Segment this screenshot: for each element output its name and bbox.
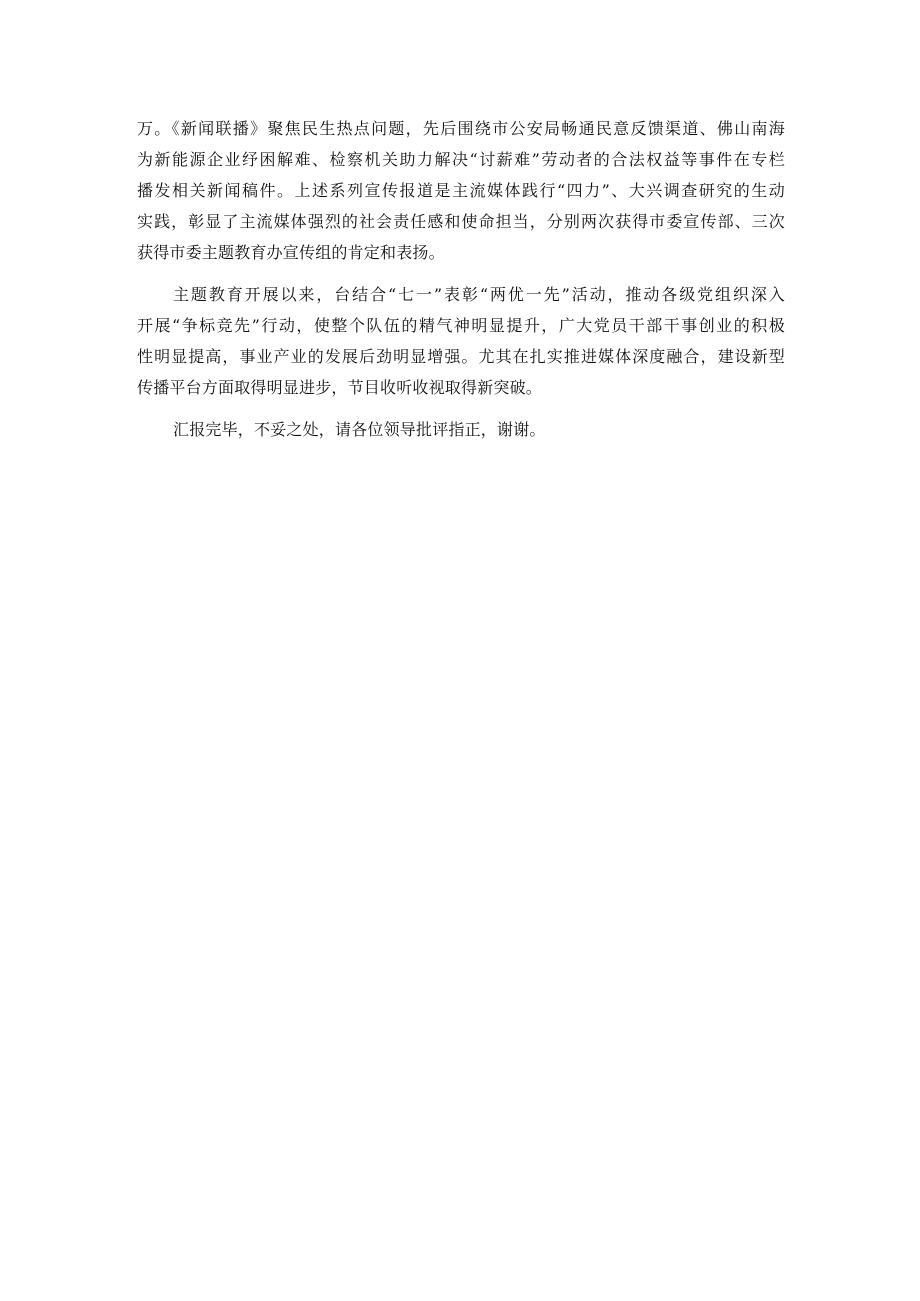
paragraph-line: 汇报完毕，不妥之处，请各位领导批评指正，谢谢。 <box>173 420 546 439</box>
paragraph-3 <box>137 414 785 445</box>
paragraph-line: 为新能源企业纾困解难、检察机关助力解决“讨薪难”劳动者的合法权益等事件在专栏 <box>137 150 785 169</box>
paragraph-line: 传播平台方面取得明显进步，节目收听收视取得新突破。 <box>137 378 543 397</box>
paragraph-1 <box>137 113 785 268</box>
paragraph-spacer <box>137 403 785 414</box>
paragraph-2 <box>137 279 785 403</box>
paragraph-line: 播发相关新闻稿件。上述系列宣传报道是主流媒体践行“四力”、大兴调查研究的生动 <box>137 181 785 200</box>
paragraph-line: 万。《新闻联播》聚焦民生热点问题，先后围绕市公安局畅通民意反馈渠道、佛山南海 <box>137 119 785 138</box>
paragraph-line: 实践，彰显了主流媒体强烈的社会责任感和使命担当，分别两次获得市委宣传部、三次 <box>137 212 785 231</box>
paragraph-spacer <box>137 268 785 279</box>
paragraph-line: 性明显提高，事业产业的发展后劲明显增强。尤其在扎实推进媒体深度融合，建设新型 <box>137 347 785 366</box>
paragraph-line: 主题教育开展以来，台结合“七一”表彰“两优一先”活动，推动各级党组织深入 <box>173 285 785 304</box>
paragraph-line: 开展“争标竞先”行动，使整个队伍的精气神明显提升，广大党员干部干事创业的积极 <box>137 316 785 335</box>
document-body <box>137 113 785 445</box>
paragraph-line: 获得市委主题教育办宣传组的肯定和表扬。 <box>137 243 445 262</box>
